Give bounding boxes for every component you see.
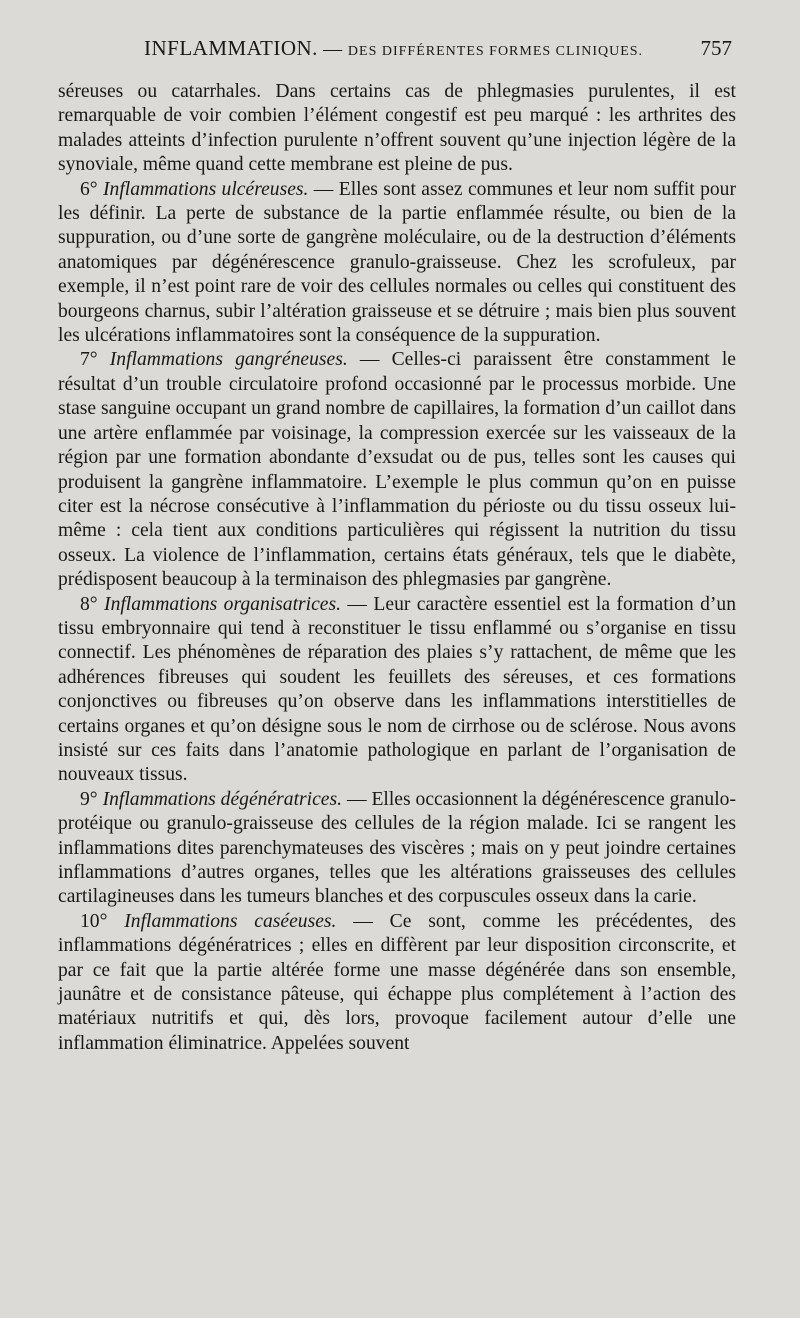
paragraph-text: séreuses ou catarrhales. Dans certains cas de phlegmasies purulentes, il est remarquable de voir combien l’élément congestif est peu marqué : les arthrites des malades atteints d’infection purulente n’offrent souvent qu’une injection légère de la synoviale, même quand cette membrane est pleine de pus. <box>58 81 736 176</box>
section-number: 9° <box>80 788 98 810</box>
paragraph-gangrenous <box>58 348 736 592</box>
running-head-title: INFLAMMATION. <box>144 36 318 60</box>
section-number: 10° <box>80 910 108 932</box>
paragraph-text: — Elles sont assez communes et leur nom suffit pour les définir. La perte de substance de la partie enflammée résulte, ou bien de la suppuration, ou d’une sorte de gangrène moléculaire, ou de la destruction d’éléments anatomiques par dégénérescence granulo-graisseuse. Chez les scrofuleux, par exemple, il n’est point rare de voir des cellules normales ou celles qui constituent des bourgeons charnus, subir l’altération graisseuse et se détruire ; mais bien plus souvent les ulcérations inflammatoires sont la conséquence de la suppuration. <box>58 178 736 347</box>
section-number: 6° <box>80 178 98 200</box>
paragraph-organizing <box>58 593 736 788</box>
page-header <box>58 36 736 70</box>
section-heading: Inflammations dégénératrices. <box>102 788 343 810</box>
section-heading: Inflammations organisatrices. <box>104 593 342 615</box>
paragraph-text: — Elles occasionnent la dégénérescence granulo-protéique ou granulo-graisseuse des cellules de la région malade. Ici se rangent les inflammations dites parenchymateuses des viscères ; mais on y peut joindre certaines inflammations d’autres organes, telles que les altérations graisseuses des cellules cartilagineuses dans les tumeurs blanches et des corpuscules osseux dans la carie. <box>58 788 736 908</box>
paragraph-degenerative <box>58 788 736 910</box>
section-number: 8° <box>80 593 98 615</box>
paragraph-ulcerative <box>58 178 736 349</box>
running-head-dash: — <box>323 39 343 60</box>
section-heading: Inflammations caséeuses. <box>124 910 337 932</box>
paragraph-text: — Celles-ci paraissent être constamment le résultat d’un trouble circulatoire profond occasionné par le processus morbide. Une stase sanguine occupant un grand nombre de capillaires, la formation d’un caillot dans une artère enflammée par voisinage, la compression exercée sur les vaisseaux de la région par une formation abondante d’exsudat ou de pus, telles sont les causes qui produisent la gangrène inflammatoire. L’exemple le plus commun qu’on en puisse citer est la nécrose consécutive à l’inflammation du périoste ou du tissu osseux lui-même : cela tient aux conditions particulières qui régissent la nutrition du tissu osseux. La violence de l’inflammation, certains états généraux, tels que le diabète, prédisposent beaucoup à la terminaison des phlegmasies par gangrène. <box>58 349 736 591</box>
paragraph-continuation <box>58 80 736 178</box>
section-heading: Inflammations gangréneuses. <box>109 349 348 371</box>
body-text <box>58 80 736 1056</box>
section-heading: Inflammations ulcéreuses. <box>103 178 309 200</box>
running-head-subtitle: DES DIFFÉRENTES FORMES CLINIQUES. <box>347 44 644 59</box>
paragraph-text: — Leur caractère essentiel est la formation d’un tissu embryonnaire qui tend à reconstituer le tissu enflammé ou s’organise en tissu connectif. Les phénomènes de réparation des plaies s’y rattachent, de même que les adhérences fibreuses qui soudent les feuillets des séreuses, et ces formations conjonctives ou fibreuses qu’on observe dans les inflammations interstitielles de certains organes et qu’on désigne sous le nom de cirrhose ou de sclérose. Nous avons insisté sur ces faits dans l’anatomie pathologique en parlant de l’organisation de nouveaux tissus. <box>58 593 736 786</box>
paragraph-text: — Ce sont, comme les précédentes, des inflammations dégénératrices ; elles en diffèrent par leur disposition circonscrite, et par ce fait que la partie altérée forme une masse dégénérée dans son ensemble, jaunâtre et de consistance pâteuse, qui échappe plus complétement à l’action des matériaux nutritifs et qui, dès lors, provoque facilement autour d’elle une inflammation éliminatrice. Appelées souvent <box>58 910 737 1054</box>
section-number: 7° <box>80 349 98 371</box>
paragraph-caseous <box>58 910 736 1056</box>
page-number: 757 <box>700 36 732 60</box>
running-head <box>144 36 643 61</box>
